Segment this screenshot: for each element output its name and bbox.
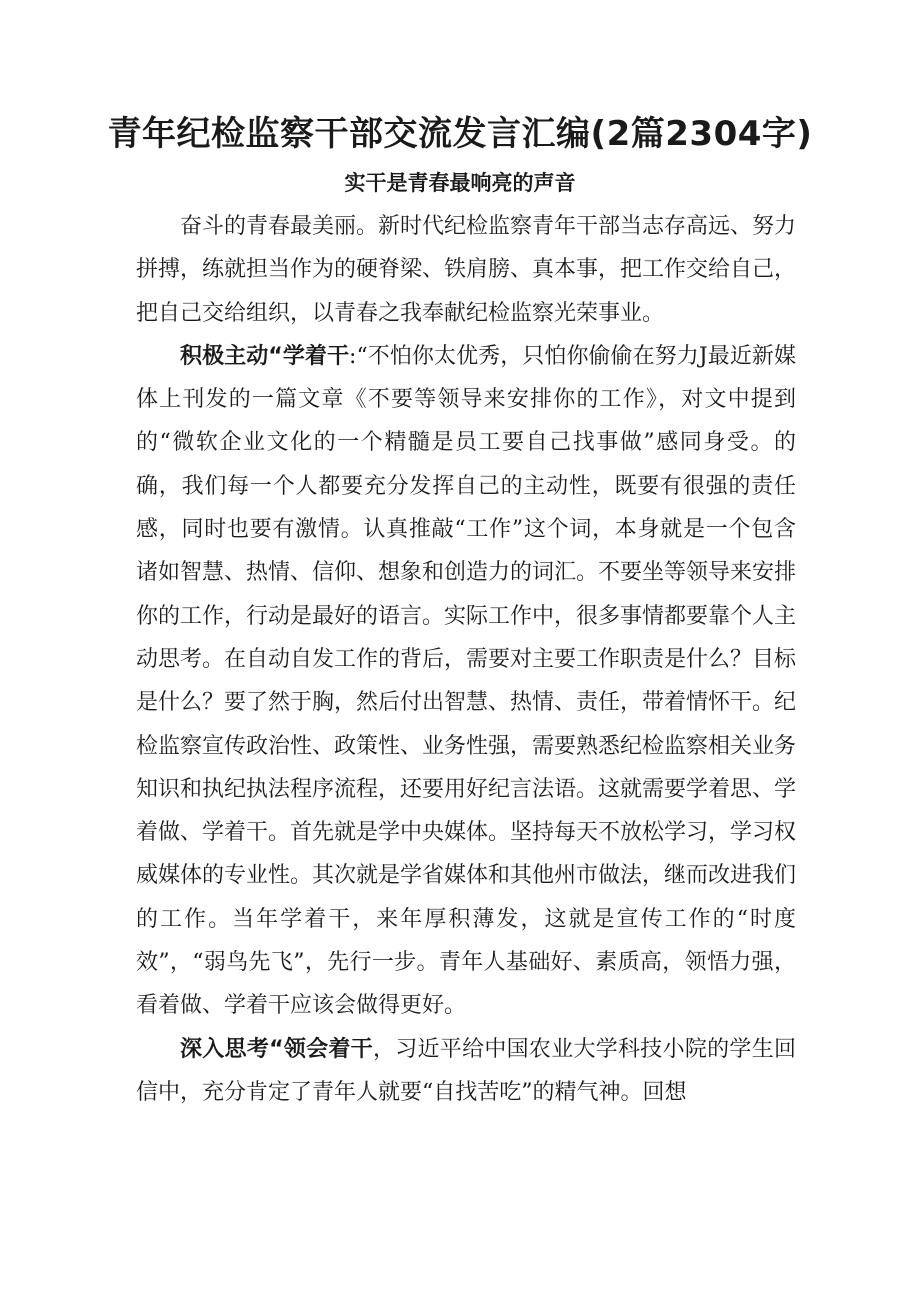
paragraph-lead: 积极主动“学着干 bbox=[180, 343, 350, 369]
document-title: 青年纪检监察干部交流发言汇编(2篇2304字) bbox=[107, 114, 813, 154]
document-body bbox=[136, 205, 796, 1114]
paragraph-text: :“不怕你太优秀，只怕你偷偷在努力J最近新媒体上刊发的一篇文章《不要等领导来安排你的工作》，对文中提到的“微软企业文化的一个精髓是员工要自己找事做”感同身受。的确，我们每一个人都要充分发挥自己的主动性，既要有很强的责任感，同时也要有激情。认真推敲“工作”这个词，本身就是一个包含诸如智慧、热情、信仰、想象和创造力的词汇。不要坐等领导来安排你的工作，行动是最好的语言。实际工作中，很多事情都要靠个人主动思考。在自动自发工作的背后，需要对主要工作职责是什么？目标是什么？要了然于胸，然后付出智慧、热情、责任，带着情怀干。纪检监察宣传政治性、政策性、业务性强，需要熟悉纪检监察相关业务知识和执纪执法程序流程，还要用好纪言法语。这就需要学着思、学着做、学着干。首先就是学中央媒体。坚持每天不放松学习，学习权威媒体的专业性。其次就是学省媒体和其他州市做法，继而改进我们的工作。当年学着干，来年厚积薄发，这就是宣传工作的“时度效”，“弱鸟先飞”，先行一步。青年人基础好、素质高，领悟力强，看着做、学着干应该会做得更好。 bbox=[136, 343, 797, 1019]
paragraph-text: ，习近平给中国农业大学科技小院的学生回信中，充分肯定了青年人就要“自找苦吃”的精气神。回想 bbox=[136, 1036, 796, 1105]
paragraph-deep-thinking bbox=[136, 1028, 796, 1115]
document-subtitle: 实干是青春最响亮的声音 bbox=[344, 171, 576, 195]
paragraph-learn-by-doing bbox=[136, 335, 796, 1028]
paragraph-text: 奋斗的青春最美丽。新时代纪检监察青年干部当志存高远、努力拼搏，练就担当作为的硬脊梁、铁肩膀、真本事，把工作交给自己，把自己交给组织，以青春之我奉献纪检监察光荣事业。 bbox=[136, 214, 797, 326]
paragraph-intro bbox=[136, 205, 796, 335]
paragraph-lead: 深入思考“领会着干 bbox=[180, 1036, 373, 1062]
